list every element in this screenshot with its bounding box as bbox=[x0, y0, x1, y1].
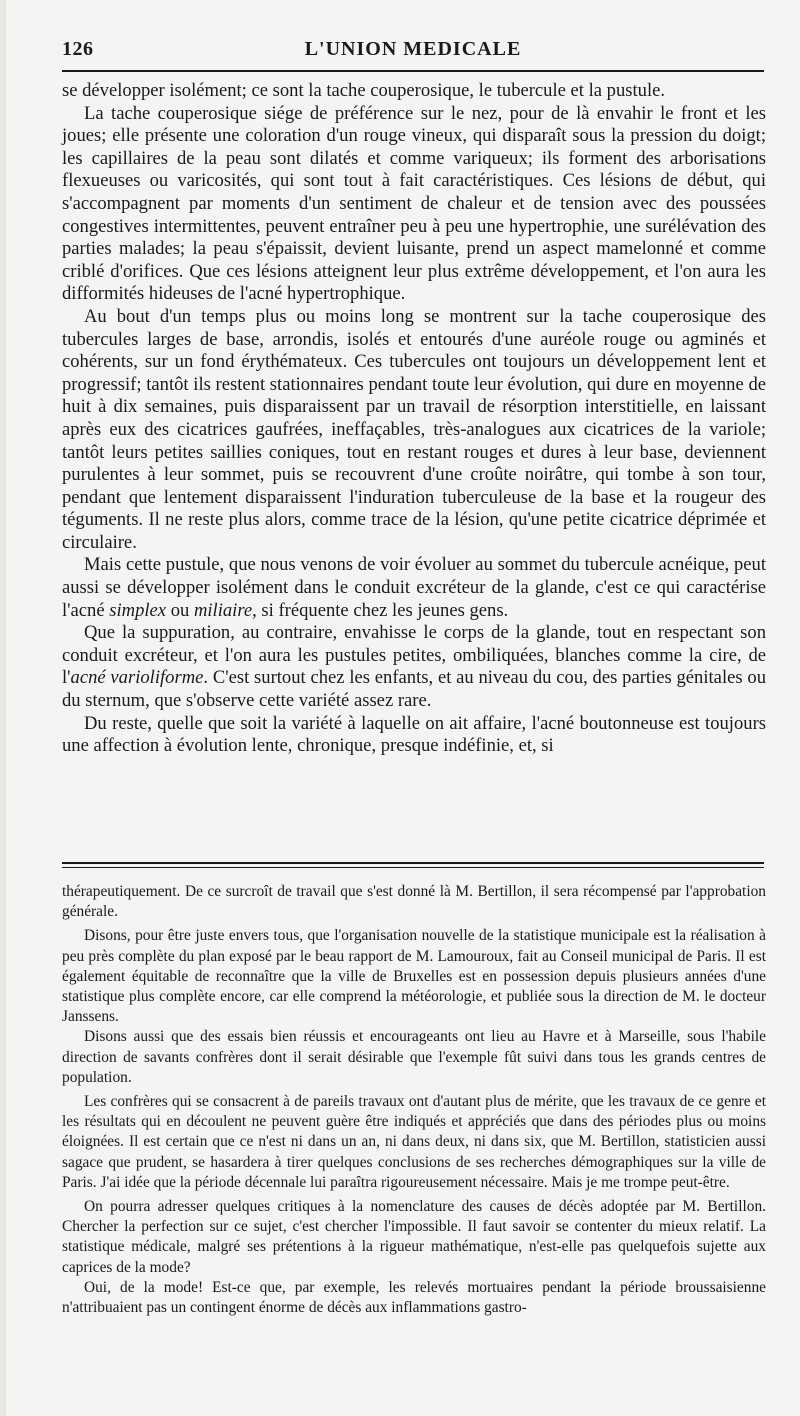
article-paragraph: se développer isolément; ce sont la tache couperosique, le tubercule et la pustule. bbox=[62, 80, 666, 101]
feuilleton-paragraph: Disons aussi que des essais bien réussis et encourageants ont lieu au Havre et à Marseille, sous l'habile direction de savants confrères dont il serait désirable que l'exemple fût suivi dans tous les grands centres de population. bbox=[62, 1028, 766, 1086]
italic-term: miliaire bbox=[193, 599, 253, 621]
page-number: 126 bbox=[62, 38, 94, 60]
article-paragraph bbox=[62, 622, 766, 712]
article-paragraph: Au bout d'un temps plus ou moins long se montrent sur la tache couperosique des tubercules larges de base, arrondis, isolés et entourés d'une auréole rouge ou agminés et cohérents, sur un fond érythémateux. Ces tubercules ont toujours un développement lent et progressif; tantôt ils restent stationnaires pendant toute leur évolution, qui dure en moyenne de huit à dix semaines, puis disparaissent par un travail de résorption interstitielle, en laissant après eux des cicatrices gaufrées, ineffaçables, très-analogues aux cicatrices de la variole; tantôt leurs petites saillies coniques, tout en restant rouges et dures à leur base, deviennent purulentes à leur sommet, puis se recouvrent d'une croûte noirâtre, qui tombe à son tour, pendant que lentement disparaissent l'induration tuberculeuse de la base et la rougeur des téguments. Il ne reste plus alors, comme trace de la lésion, qu'une petite cicatrice déprimée et circulaire. bbox=[62, 305, 766, 553]
page-header bbox=[62, 34, 764, 64]
journal-title: L'UNION MEDICALE bbox=[304, 38, 522, 60]
header-rule bbox=[62, 70, 764, 72]
feuilleton-column bbox=[62, 882, 766, 1318]
italic-term: acné varioliforme bbox=[70, 667, 204, 689]
article-column bbox=[62, 80, 766, 758]
text-run: Mais cette pustule, que nous venons de voir évoluer au sommet du tubercule acnéique, peut aussi se développer isolément dans le conduit excréteur de la glande, c'est ce qui caractérise l'acné bbox=[62, 554, 766, 621]
text-run: . C'est surtout chez les enfants, et au niveau du cou, des parties génitales ou du sternum, que s'observe cette variété assez rare. bbox=[62, 667, 766, 712]
text-run: ou bbox=[166, 599, 194, 621]
feuilleton-paragraph: Les confrères qui se consacrent à de pareils travaux ont d'autant plus de mérite, que les travaux de ce genre et les résultats qui en découlent ne peuvent guère être indiqués et appréciés que dans des périodes plus ou moins éloignées. Il est certain que ce n'est ni dans un an, ni dans deux, ni dans six, que M. Bertillon, statisticien aussi sagace que prudent, se hasardera à tirer quelques conclusions de ses recherches démographiques sur la ville de Paris. J'ai idée que la période décennale lui paraîtra rigoureusement nécessaire. Mais je me trompe peut-être. bbox=[62, 1093, 766, 1191]
feuilleton-paragraph: thérapeutiquement. De ce surcroît de travail que s'est donné là M. Bertillon, il sera récompensé par l'approbation générale. bbox=[62, 883, 766, 921]
article-paragraph: Du reste, quelle que soit la variété à laquelle on ait affaire, l'acné boutonneuse est toujours une affection à évolution lente, chronique, presque indéfinie, et, si bbox=[62, 712, 766, 757]
feuilleton-paragraph: On pourra adresser quelques critiques à la nomenclature des causes de décès adoptée par M. Bertillon. Chercher la perfection sur ce sujet, c'est chercher l'impossible. Il faut savoir se contenter du mieux relatif. La statistique médicale, malgré ses prétentions à la rigueur mathématique, n'est-elle pas quelquefois sujette aux caprices de la mode? bbox=[62, 1198, 766, 1276]
feuilleton-paragraph: Oui, de la mode! Est-ce que, par exemple, les relevés mortuaires pendant la période broussaisienne n'attribuaient pas un contingent énorme de décès aux inflammations gastro- bbox=[62, 1278, 766, 1317]
page-edge-shadow bbox=[0, 0, 6, 1416]
text-run: Que la suppuration, au contraire, envahisse le corps de la glande, tout en respectant son conduit excréteur, et l'on aura les pustules petites, ombiliquées, blanches comme la cire, de l' bbox=[62, 622, 766, 689]
text-run: , si fréquente chez les jeunes gens. bbox=[252, 599, 509, 621]
separator-rule bbox=[62, 862, 764, 864]
feuilleton-separator bbox=[62, 862, 764, 868]
feuilleton-paragraph: Disons, pour être juste envers tous, que l'organisation nouvelle de la statistique municipale est la réalisation à peu près complète du plan exposé par le beau rapport de M. Lamouroux, fait au Conseil municipal de Paris. Il est également équitable de reconnaître que la ville de Bruxelles est en possession depuis plusieurs années d'une statistique plus complète encore, car elle comprend la météorologie, et publiée sous la direction de M. le docteur Janssens. bbox=[62, 927, 766, 1026]
italic-term: simplex bbox=[109, 599, 167, 621]
separator-rule bbox=[62, 867, 764, 868]
article-paragraph: La tache couperosique siége de préférence sur le nez, pour de là envahir le front et les joues; elle présente une coloration d'un rouge vineux, qui disparaît sous la pression du doigt; les capillaires de la peau sont dilatés et comme variqueux; ils forment des arborisations flexueuses ou varicosités, qui sont tout à fait caractéristiques. Ces lésions de début, qui s'accompagnent par moments d'un sentiment de chaleur et de tension avec des poussées congestives intermittentes, peuvent entraîner peu à peu une hypertrophie, une surélévation des parties malades; la peau s'épaissit, devient luisante, prend un aspect mamelonné et comme criblé d'orifices. Que ces lésions atteignent leur plus extrême développement, et l'on aura les difformités hideuses de l'acné hypertrophique. bbox=[62, 102, 766, 305]
article-paragraph bbox=[62, 554, 766, 622]
